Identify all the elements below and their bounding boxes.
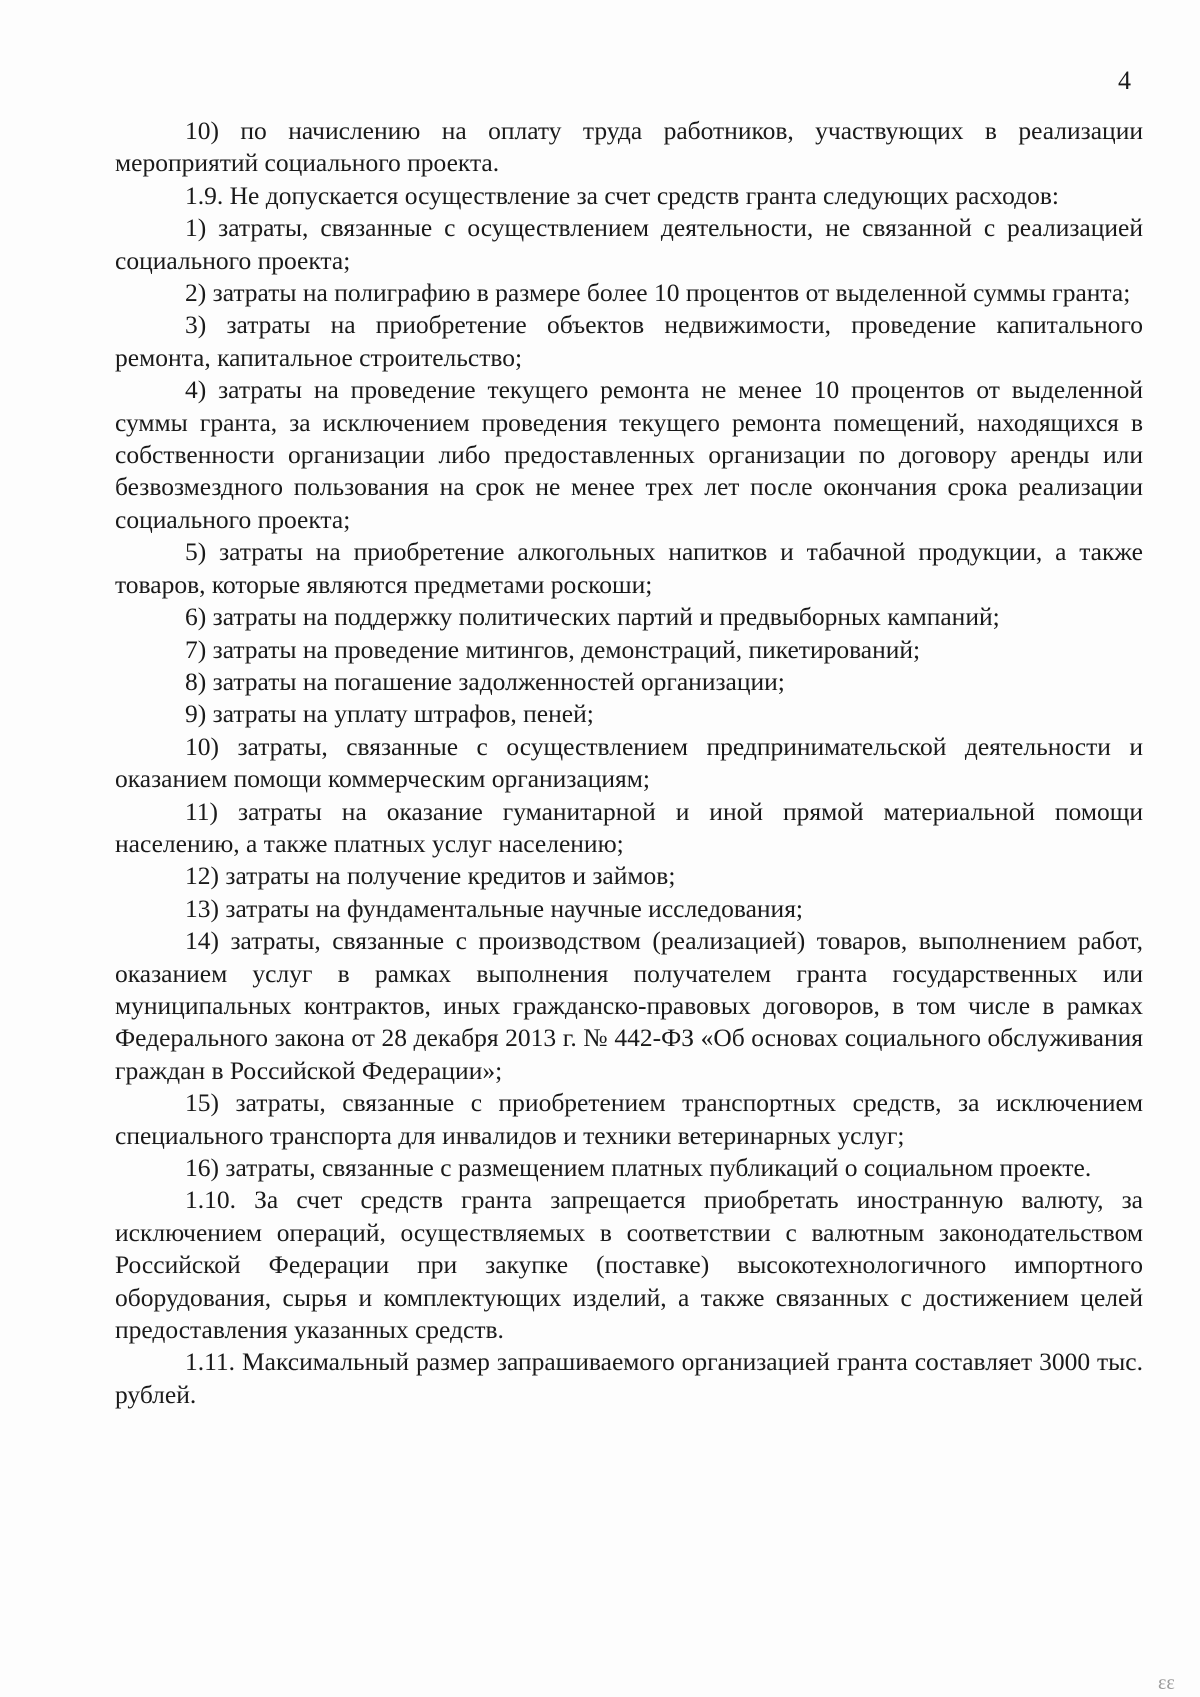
paragraph: 12) затраты на получение кредитов и займов; (185, 861, 676, 891)
paragraph: 15) затраты, связанные с приобретением транспортных средств, за исключением специального транспорта для инвалидов и техники ветеринарных услуг; (115, 1088, 1143, 1150)
paragraph: 1.10. За счет средств гранта запрещается приобретать иностранную валюту, за исключением операций, осуществляемых в соответствии с валютным законодательством Российской Федерации при закупке (поставке) высокотехнологичного импортного оборудования, сырья и комплектующих изделий, а также связанных с достижением целей предоставления указанных средств. (115, 1185, 1143, 1345)
paragraph: 6) затраты на поддержку политических партий и предвыборных кампаний; (185, 602, 1000, 632)
paragraph: 3) затраты на приобретение объектов недвижимости, проведение капитального ремонта, капитальное строительство; (115, 310, 1143, 372)
paragraph: 7) затраты на проведение митингов, демонстраций, пикетирований; (185, 634, 921, 664)
paragraph: 11) затраты на оказание гуманитарной и иной прямой материальной помощи населению, а также платных услуг населению; (115, 796, 1143, 858)
paragraph: 10) затраты, связанные с осуществлением предпринимательской деятельности и оказанием помощи коммерческим организациям; (115, 731, 1143, 794)
paragraph: 2) затраты на полиграфию в размере более 10 процентов от выделенной суммы гранта; (185, 278, 1131, 308)
paragraph: 8) затраты на погашение задолженностей организации; (185, 666, 785, 696)
paragraph: 1.9. Не допускается осуществление за счет средств гранта следующих расходов: (185, 180, 1059, 210)
corner-handwritten-mark: ɛɛ (1158, 1672, 1175, 1694)
paragraph: 13) затраты на фундаментальные научные исследования; (185, 893, 804, 923)
paragraph: 9) затраты на уплату штрафов, пеней; (185, 699, 594, 729)
page-number: 4 (1118, 66, 1131, 95)
paragraph: 4) затраты на проведение текущего ремонта не менее 10 процентов от выделенной суммы гранта, за исключением проведения текущего ремонта помещений, находящихся в собственности организации либо предоставленных организации по договору аренды или безвозмездного пользования на срок не менее трех лет после окончания срока реализации социального проекта; (115, 375, 1143, 534)
document-body (115, 115, 1143, 1411)
paragraph: 1) затраты, связанные с осуществлением деятельности, не связанной с реализацией социального проекта; (115, 213, 1143, 275)
paragraph: 10) по начислению на оплату труда работников, участвующих в реализации мероприятий социального проекта. (115, 116, 1143, 178)
paragraph: 5) затраты на приобретение алкогольных напитков и табачной продукции, а также товаров, которые являются предметами роскоши; (115, 537, 1143, 599)
paragraph: 16) затраты, связанные с размещением платных публикаций о социальном проекте. (185, 1153, 1092, 1182)
paragraph: 1.11. Максимальный размер запрашиваемого организацией гранта составляет 3000 тыс. рублей. (115, 1347, 1143, 1409)
paragraph: 14) затраты, связанные с производством (реализацией) товаров, выполнением работ, оказанием услуг в рамках выполнения получателем гранта государственных или муниципальных контрактов, иных гражданско-правовых договоров, в том числе в рамках Федерального закона от 28 декабря 2013 г. № 442-ФЗ «Об основах социального обслуживания граждан в Российской Федерации»; (115, 926, 1143, 1085)
